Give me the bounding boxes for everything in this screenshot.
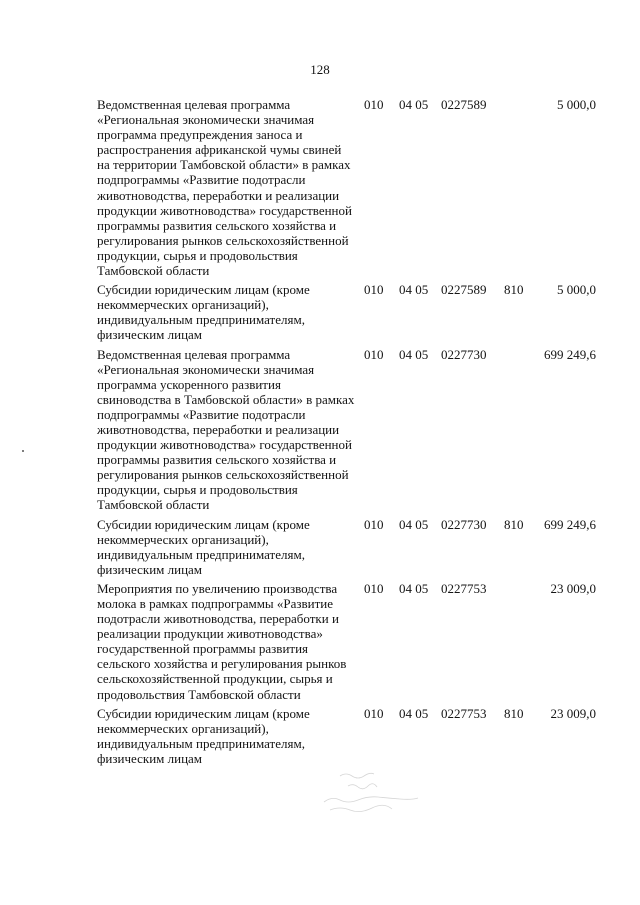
table-row — [0, 706, 640, 766]
scan-speck — [22, 450, 24, 452]
expense-type-code: 810 — [504, 516, 524, 532]
section-code: 04 05 — [399, 580, 429, 596]
article-code: 0227589 — [441, 282, 487, 298]
section-code: 04 05 — [399, 346, 429, 362]
row-description: Субсидии юридическим лицам (кроме некоммерческих организаций), индивидуальным предпринимателям, физическим лицам — [97, 705, 310, 766]
row-description: Мероприятия по увеличению производства молока в рамках подпрограммы «Развитие подотрасли животноводства, переработки и реализации продукции животноводства» государственной программы развития сельского хозяйства и регулирования рынков сельскохозяйственной продукции, сырья и продовольствия Тамбовской области — [97, 580, 347, 702]
row-description: Субсидии юридическим лицам (кроме некоммерческих организаций), индивидуальным предпринимателям, физическим лицам — [97, 516, 310, 577]
row-description: Субсидии юридическим лицам (кроме некоммерческих организаций), индивидуальным предпринимателям, физическим лицам — [97, 282, 310, 343]
amount: 699 249,6 — [544, 516, 596, 532]
article-code: 0227753 — [441, 580, 487, 596]
row-description: Ведомственная целевая программа «Региональная экономически значимая программа ускоренного развития свиноводства в Тамбовской области» в рамках подпрограммы «Развитие подотрасли животноводства, переработки и реализации продукции животноводства» государственной программы развития сельского хозяйства и регулирования рынков сельскохозяйственной продукции, сырья и продовольствия Тамбовской области — [97, 346, 355, 513]
section-code: 04 05 — [399, 282, 429, 298]
ministry-code: 010 — [364, 705, 384, 721]
amount: 5 000,0 — [557, 282, 596, 298]
table-row — [0, 517, 640, 577]
ministry-code: 010 — [364, 516, 384, 532]
article-code: 0227753 — [441, 705, 487, 721]
table-row — [0, 581, 640, 702]
faint-stamp-mark — [320, 762, 430, 822]
page-number: 128 — [310, 62, 330, 77]
amount: 23 009,0 — [550, 580, 596, 596]
amount: 5 000,0 — [557, 97, 596, 112]
ministry-code: 010 — [364, 282, 384, 298]
budget-table — [0, 97, 640, 766]
ministry-code: 010 — [364, 97, 384, 112]
article-code: 0227730 — [441, 516, 487, 532]
amount: 23 009,0 — [550, 705, 596, 721]
expense-type-code: 810 — [504, 705, 524, 721]
ministry-code: 010 — [364, 580, 384, 596]
section-code: 04 05 — [399, 705, 429, 721]
expense-type-code: 810 — [504, 282, 524, 298]
amount: 699 249,6 — [544, 346, 596, 362]
section-code: 04 05 — [399, 516, 429, 532]
section-code: 04 05 — [399, 97, 429, 112]
table-row — [0, 282, 640, 342]
table-row — [0, 97, 640, 278]
article-code: 0227730 — [441, 346, 487, 362]
ministry-code: 010 — [364, 346, 384, 362]
article-code: 0227589 — [441, 97, 487, 112]
row-description: Ведомственная целевая программа «Региональная экономически значимая программа предупреждения заноса и распространения африканской чумы свиней на территории Тамбовской области» в рамках подпрограммы «Развитие подотрасли животноводства, переработки и реализации продукции животноводства» государственной программы развития сельского хозяйства и регулирования рынков сельскохозяйственной продукции, сырья и продовольствия Тамбовской области — [97, 97, 352, 279]
table-row — [0, 347, 640, 513]
